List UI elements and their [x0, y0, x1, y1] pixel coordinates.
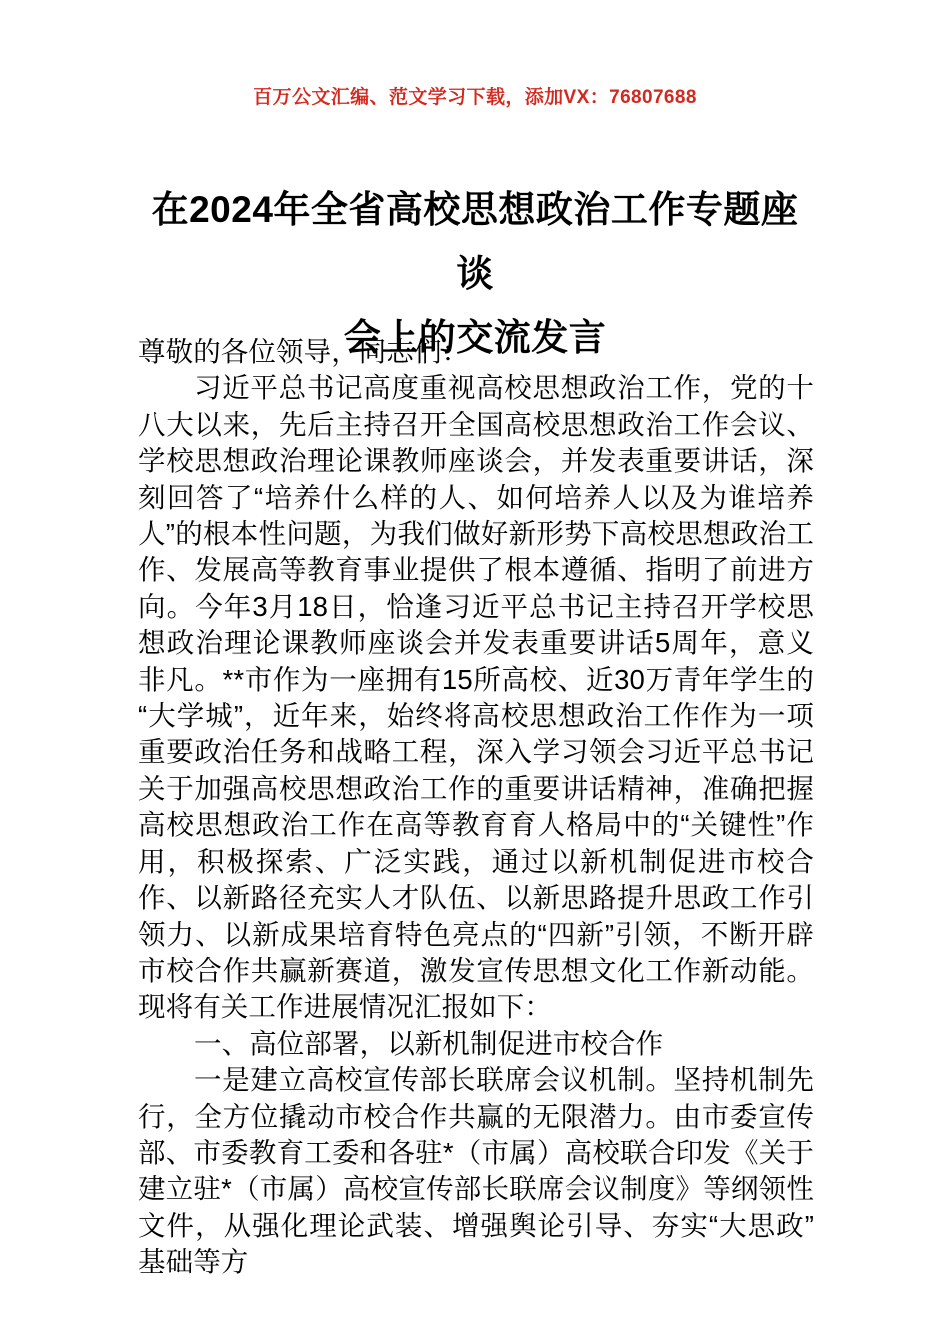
- page-title-line-2: 会上的交流发言: [343, 317, 607, 358]
- page-title-line-1: 在2024年全省高校思想政治工作专题座谈: [151, 189, 799, 294]
- promo-header-text: 百万公文汇编、范文学习下载，添加VX：76807688: [253, 87, 697, 108]
- document-body: [138, 334, 814, 1281]
- body-paragraph-1: 习近平总书记高度重视高校思想政治工作，党的十八大以来，先后主持召开全国高校思想政治工作会议、学校思想政治理论课教师座谈会，并发表重要讲话，深刻回答了“培养什么样的人、如何培养人以及为谁培养人”的根本性问题，为我们做好新形势下高校思想政治工作、发展高等教育事业提供了根本遵循、指明了前进方向。今年3月18日，恰逢习近平总书记主持召开学校思想政治理论课教师座谈会并发表重要讲话5周年，意义非凡。**市作为一座拥有15所高校、近30万青年学生的“大学城”，近年来，始终将高校思想政治工作作为一项重要政治任务和战略工程，深入学习领会习近平总书记关于加强高校思想政治工作的重要讲话精神，准确把握高校思想政治工作在高等教育育人格局中的“关键性”作用，积极探索、广泛实践，通过以新机制促进市校合作、以新路径充实人才队伍、以新思路提升思政工作引领力、以新成果培育特色亮点的“四新”引领，不断开辟市校合作共赢新赛道，激发宣传思想文化工作新动能。现将有关工作进展情况汇报如下：: [138, 372, 814, 1023]
- section-heading-1: 一、高位部署，以新机制促进市校合作: [194, 1027, 664, 1059]
- salutation-line: 尊敬的各位领导，同志们：: [138, 336, 470, 367]
- section-body-1: 一是建立高校宣传部长联席会议机制。坚持机制先行，全方位撬动市校合作共赢的无限潜力。由市委宣传部、市委教育工委和各驻*（市属）高校联合印发《关于建立驻*（市属）高校宣传部长联席会议制度》等纲领性文件，从强化理论武装、增强舆论引导、夯实“大思政”基础等方: [138, 1064, 814, 1278]
